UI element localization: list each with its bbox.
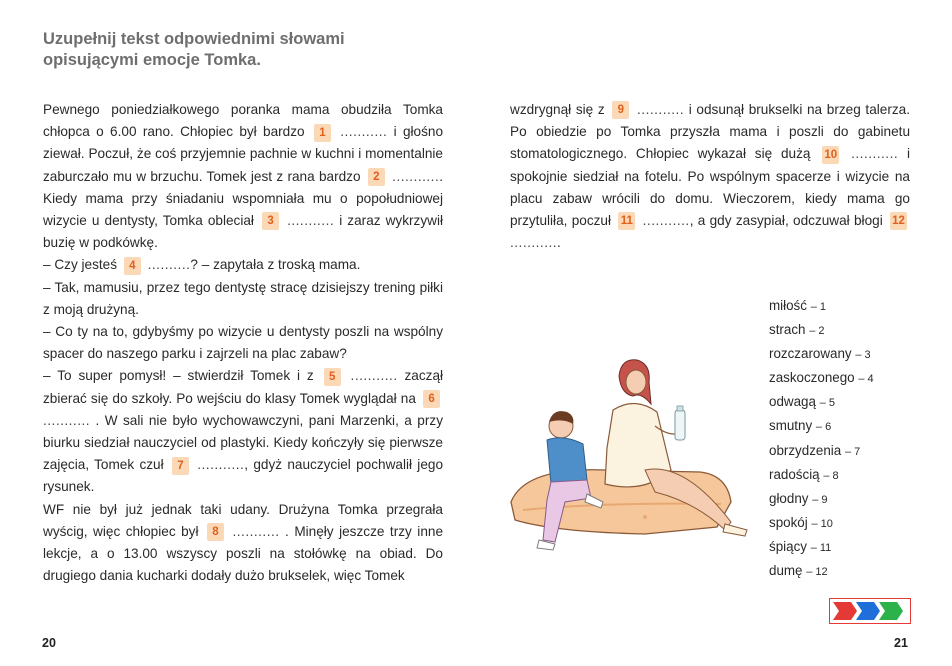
word-bank-item: zaskoczonego – 4 [769, 370, 874, 386]
dialogue-line: – To super pomysł! – stwierdził Tomek i z 5 ........... zaczął zbierać się do szkoły. Po wejściu do klasy Tomek wyglądał na 6 ........... . W sali nie było wychowawczyni, pani Marzenki, a przy biurku siedział nauczyciel od plastyki. Kiedy kończyły się pierwsze zajęcia, Tomek czuł 7 ..........., gdyż nauczyciel pochwalił jego rysunek. [43, 368, 444, 495]
page-number-left: 20 [42, 636, 56, 650]
blank-gap[interactable]: ........... [350, 368, 398, 384]
dialogue-line: – Co ty na to, gdybyśmy po wizycie u dentysty poszli na wspólny spacer do naszego parku i zajrzeli na plac zabaw? [43, 324, 443, 362]
word-bank-item: dumę – 12 [769, 563, 828, 579]
word-bank-item: miłość – 1 [769, 298, 826, 313]
blank-gap[interactable]: ........... [851, 146, 899, 162]
gap-number-badge: 2 [368, 168, 385, 186]
blank-gap[interactable]: ........... [642, 213, 690, 229]
blank-gap[interactable]: .......... [147, 257, 191, 273]
mother-and-son-illustration [495, 352, 755, 562]
gap-number-badge: 8 [207, 523, 224, 541]
blank-gap[interactable]: ........... [340, 124, 388, 140]
gap-number-badge: 10 [822, 146, 839, 164]
word-bank-item: obrzydzenia – 7 [769, 442, 861, 458]
word-bank-item: smutny – 6 [769, 418, 832, 434]
dialogue-line: – Czy jesteś 4 ..........? – zapytała z troską mama. [43, 254, 443, 276]
gap-number-badge: 3 [262, 212, 279, 230]
word-bank-item: radością – 8 [769, 466, 839, 482]
blank-gap[interactable]: ........... [43, 412, 91, 428]
word-bank-item: śpiący – 11 [769, 538, 832, 554]
blank-gap[interactable]: ........... [287, 213, 335, 229]
exercise-title: Uzupełnij tekst odpowiednimi słowami opisującymi emocje Tomka. [43, 30, 345, 69]
gap-number-badge: 11 [618, 212, 635, 230]
gap-number-badge: 7 [172, 457, 189, 475]
gap-number-badge: 4 [124, 257, 141, 275]
boy-shirt [547, 438, 587, 484]
gap-number-badge: 6 [423, 390, 440, 408]
blank-gap[interactable]: ........... [232, 523, 280, 539]
page-number-right: 21 [894, 636, 908, 650]
water-bottle [675, 410, 685, 440]
gap-number-badge: 9 [612, 101, 629, 119]
gap-number-badge: 12 [890, 212, 907, 230]
paragraph: Pewnego poniedziałkowego poranka mama obudziła Tomka chłopca o 6.00 rano. Chłopiec był bardzo 1 ........... i głośno ziewał. Poczuł, że coś przyjemnie pachnie w kuchni i momentalnie zaburczało mu w brzuchu. Tomek jest z rana bardzo 2 ............ Kiedy mama przy śniadaniu wspomniała mu o popołudniowej wizycie u dentysty, Tomka obleciał 3 ........... i zaraz wykrzywił buzię w podkówkę. [43, 102, 444, 251]
story-left-column [43, 99, 443, 587]
word-bank-item: strach – 2 [769, 322, 825, 338]
word-bank-item: odwagą – 5 [769, 394, 835, 410]
word-bank [769, 294, 899, 583]
blank-gap[interactable]: ........... [392, 168, 440, 184]
story-right-column [510, 99, 910, 254]
chevron-arrows-logo [829, 598, 911, 624]
word-bank-item: głodny – 9 [769, 490, 828, 506]
paragraph: WF nie był już jednak taki udany. Drużyna Tomka przegrała wyścig, więc chłopiec był 8 ........... . Minęły jeszcze trzy inne lekcje, a o 13.00 wszyscy poszli na stołówkę na obiad. Do drugiego dania kucharki dodały dużo brukselek, więc Tomek [43, 501, 444, 584]
paragraph: wzdrygnął się z 9 ........... i odsunął brukselki na brzeg talerza. Po obiedzie po Tomka przyszła mama i poszli do gabinetu stomatologicznego. Chłopiec wykazał się dużą 10 ........... i spokojnie siedział na fotelu. Po wspólnym spacerze i wizycie na placu zabaw wrócili do domu. Wieczorem, kiedy mama go przytuliła, poczuł 11 ..........., a gdy zasypiał, odczuwał błogi 12 ............ [510, 102, 911, 251]
word-bank-item: spokój – 10 [769, 514, 833, 530]
blank-gap[interactable]: ........... [510, 235, 558, 251]
gap-number-badge: 1 [314, 124, 331, 142]
word-bank-item: rozczarowany – 3 [769, 346, 871, 362]
blank-gap[interactable]: ........... [637, 102, 685, 117]
gap-number-badge: 5 [324, 368, 341, 386]
dialogue-line: – Tak, mamusiu, przez tego dentystę stracę dzisiejszy trening piłki z moją drużyną. [43, 279, 443, 317]
blank-gap[interactable]: ........... [197, 457, 245, 473]
